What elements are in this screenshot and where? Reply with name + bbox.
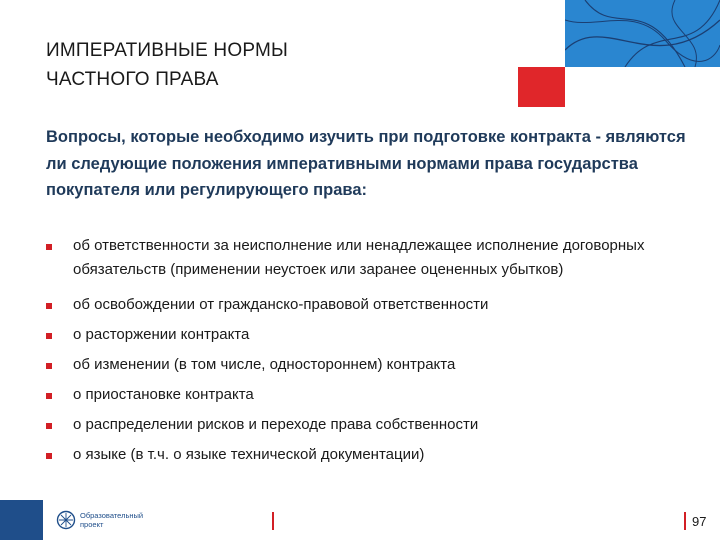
- bullet-square-icon: [46, 423, 52, 429]
- bullet-text: об ответственности за неисполнение или ненадлежащее исполнение договорных обязательств (применении неустоек или заранее оцененных убытков): [73, 237, 645, 278]
- footer-org-name: [80, 511, 160, 529]
- bullet-square-icon: [46, 333, 52, 339]
- bullet-square-icon: [46, 393, 52, 399]
- bullet-item: [46, 234, 706, 282]
- footer-divider: [272, 512, 274, 530]
- decor-blue-block: [565, 0, 720, 67]
- footer-org-line: проект: [80, 520, 104, 529]
- bullet-text: о расторжении контракта: [73, 326, 250, 343]
- bullet-item: [46, 323, 706, 347]
- page-number: 97: [692, 514, 707, 529]
- slide-title-line: ЧАСТНОГО ПРАВА: [46, 69, 219, 90]
- bullet-item: [46, 413, 706, 437]
- decor-red-block: [518, 67, 565, 107]
- slide-title: [46, 36, 466, 94]
- bullet-square-icon: [46, 453, 52, 459]
- bullet-item: [46, 293, 706, 317]
- slide-title-line: ИМПЕРАТИВНЫЕ НОРМЫ: [46, 40, 289, 61]
- footer-blue-bar: [0, 500, 43, 540]
- bullet-item: [46, 383, 706, 407]
- bullet-text: о распределении рисков и переходе права собственности: [73, 416, 479, 433]
- bullet-list: [46, 234, 706, 473]
- org-logo-icon: [56, 510, 76, 530]
- page-number-divider: [684, 512, 686, 530]
- bullet-item: [46, 443, 706, 467]
- bullet-text: о языке (в т.ч. о языке технической документации): [73, 446, 425, 463]
- bullet-item: [46, 353, 706, 377]
- bullet-square-icon: [46, 244, 52, 250]
- bullet-text: об изменении (в том числе, одностороннем) контракта: [73, 356, 456, 373]
- bullet-square-icon: [46, 363, 52, 369]
- bullet-square-icon: [46, 303, 52, 309]
- bullet-text: об освобождении от гражданско-правовой ответственности: [73, 296, 489, 313]
- decor-swirl-lines: [565, 0, 720, 67]
- intro-text: Вопросы, которые необходимо изучить при подготовке контракта - являются ли следующие положения императивными нормами права государства покупателя или регулирующего права:: [46, 128, 686, 199]
- bullet-text: о приостановке контракта: [73, 386, 254, 403]
- footer-org-line: Образовательный: [80, 511, 144, 520]
